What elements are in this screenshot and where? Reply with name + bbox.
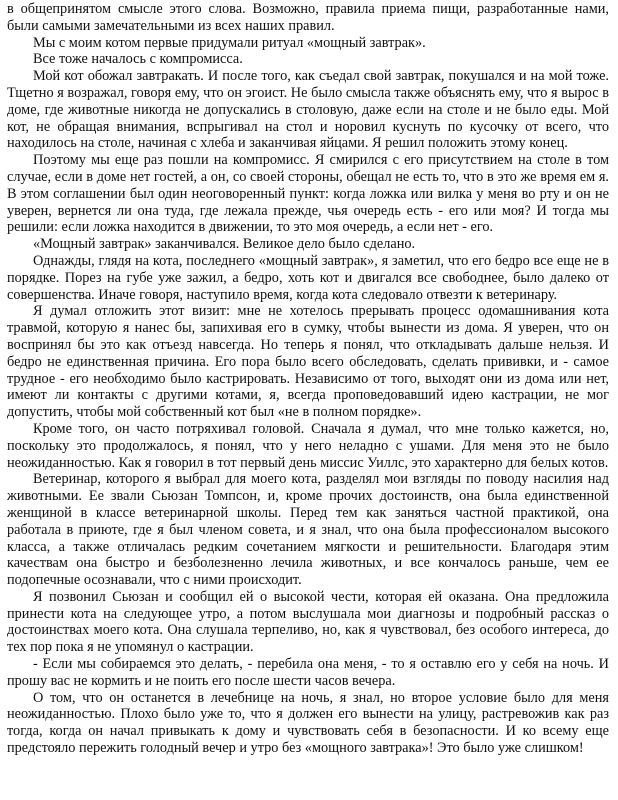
paragraph: Мы с моим котом первые придумали ритуал «мощный завтрак». [33, 34, 426, 51]
paragraph: Кроме того, он часто потряхивал головой. Сначала я думал, что мне только кажется, но, поскольку это продолжалось, я понял, что у него неладно с ушами. Для меня это не было неожиданностью. Как я говорил в тот первый день миссис Уиллс, это характерно для белых котов. [7, 420, 609, 471]
paragraph: Все тоже началось с компромисса. [33, 51, 243, 68]
paragraph-continuation: в общепринятом смысле этого слова. Возможно, правила приема пищи, разработанные нами, были самыми замечательными из всех наших правил. [7, 1, 609, 34]
paragraph: Я позвонил Сьюзан и сообщил ей о высокой чести, которая ей оказана. Она предложила принести кота на следующее утро, а потом выслушала мои диагнозы и подробный рассказ о достоинствах моего кота. Она слушала терпеливо, но, как я чувствовал, без особого интереса, до тех пор пока я не упомянул о кастрации. [7, 588, 609, 656]
paragraph: - Если мы собираемся это делать, - перебила она меня, - то я оставлю его у себя на ночь. И прошу вас не кормить и не поить его после шести часов вечера. [7, 656, 609, 689]
paragraph: Однажды, глядя на кота, последнего «мощный завтрак», я заметил, что его бедро все еще не в порядке. Порез на губе уже зажил, а бедро, хоть кот и двигался все свободнее, было далеко от совершенства. Иначе говоря, наступило время, когда кота следовало отвезти к ветеринару. [7, 252, 609, 303]
paragraph: Мой кот обожал завтракать. И после того, как съедал свой завтрак, покушался и на мой тоже. Тщетно я возражал, говоря ему, что он эгоист. Не было смысла также объяснять ему, что я вырос в доме, где животные никогда не допускались в столовую, даже если на столе и не было еды. Мой кот, не обращая внимания, вспрыгивал на стол и норовил куснуть по кусочку от всего, что находилось на столе, начиная с хлеба и заканчивая яйцами. Я решил положить этому конец. [7, 68, 609, 152]
paragraph: Я думал отложить этот визит: мне не хотелось прерывать процесс одомашнивания кота травмой, которую я нанес бы, запихивая его в сумку, чтобы вынести из дома. Я уверен, что он воспринял бы это как отъезд навсегда. Но теперь я понял, что откладывать дальше нельзя. И бедро не единственная причина. Его пора было всего обследовать, сделать прививки, и - самое трудное - его необходимо было кастрировать. Независимо от того, выходят они из дома или нет, имеют ли контакты с другими котами, я, всегда проповедовавший идею кастрации, не мог допустить, чтобы мой собственный кот был «не в полном порядке». [7, 303, 609, 421]
paragraph: «Мощный завтрак» заканчивался. Великое дело было сделано. [33, 236, 416, 253]
paragraph: Поэтому мы еще раз пошли на компромисс. Я смирился с его присутствием на столе в том случае, если в доме нет гостей, а он, со своей стороны, обещал не есть то, что в это же время ем я. В этом соглашении был один неоговоренный пункт: когда ложка или вилка у меня во рту и он не уверен, вернется ли она туда, где лежала прежде, чья очередь есть - его или моя? И тогда мы решили: если ложка находится в движении, то это моя очередь, а если нет - его. [7, 152, 609, 236]
paragraph: Ветеринар, которого я выбрал для моего кота, разделял мои взгляды по поводу насилия над животными. Ее звали Сьюзан Томпсон, и, кроме прочих достоинств, она была единственной женщиной в классе ветеринарной школы. Перед тем как заняться частной практикой, она работала в приюте, где я был членом совета, и я знал, что она была профессионалом высокого класса, а также отличалась редким сочетанием мягкости и решительности. Благодаря этим качествам она быстро и безболезненно лечила животных, и все кончалось раньше, чем ее подопечные осознавали, что с ними происходит. [7, 471, 609, 589]
paragraph: О том, что он останется в лечебнице на ночь, я знал, но второе условие было для меня неожиданностью. Плохо было уже то, что я должен его вынести на улицу, растревожив как раз тогда, когда он начал привыкать к дому и чувствовать себя в безопасности. И ко всему еще предстояло пережить голодный вечер и утро без «мощного завтрака»! Это было уже слишком! [7, 689, 609, 757]
